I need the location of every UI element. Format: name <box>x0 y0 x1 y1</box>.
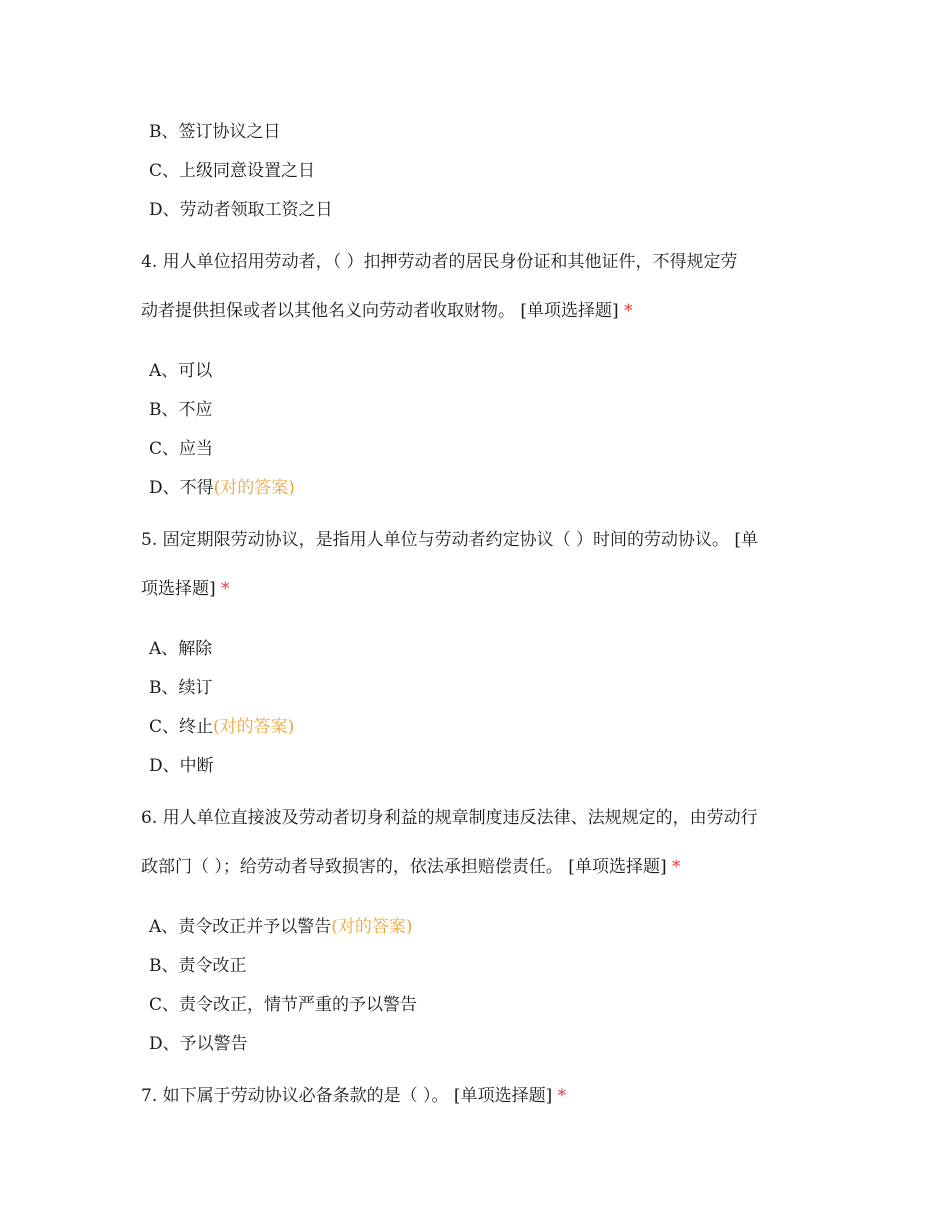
required-asterisk: * <box>671 857 681 877</box>
q4-text-line1: 4. 用人单位招用劳动者，（ ）扣押劳动者的居民身份证和其他证件，不得规定劳 <box>141 252 738 272</box>
q5-option-a: A、解除 <box>149 639 213 659</box>
q3-option-c: C、上级同意设置之日 <box>149 161 316 181</box>
q5-text-line2: 项选择题] * <box>141 579 230 599</box>
q3-option-b: B、签订协议之日 <box>149 122 281 142</box>
q4-text-line2: 动者提供担保或者以其他名义向劳动者收取财物。 [单项选择题] * <box>141 301 633 321</box>
q6-text-line1: 6. 用人单位直接波及劳动者切身利益的规章制度违反法律、法规规定的，由劳动行 <box>141 808 758 828</box>
q4-option-a: A、可以 <box>149 361 213 381</box>
q6-option-d: D、予以警告 <box>149 1034 248 1054</box>
q4-option-c: C、应当 <box>149 439 214 459</box>
required-asterisk: * <box>221 579 230 599</box>
q5-option-b: B、续订 <box>149 678 213 698</box>
q5-option-c: C、终止(对的答案) <box>149 717 295 737</box>
q4-option-d: D、不得(对的答案) <box>149 478 295 498</box>
correct-answer-mark: (对的答案) <box>331 917 413 937</box>
q3-option-d: D、劳动者领取工资之日 <box>149 200 333 220</box>
q6-text-line2: 政部门（ ）；给劳动者导致损害的，依法承担赔偿责任。 [单项选择题] * <box>141 857 681 877</box>
q4-option-b: B、不应 <box>149 400 213 420</box>
q7-text-line1: 7. 如下属于劳动协议必备条款的是（ ）。 [单项选择题] * <box>141 1086 567 1106</box>
required-asterisk: * <box>624 301 633 321</box>
q5-text-line1: 5. 固定期限劳动协议，是指用人单位与劳动者约定协议（ ）时间的劳动协议。 [单 <box>141 530 759 550</box>
q6-option-b: B、责令改正 <box>149 956 247 976</box>
q6-option-a: A、责令改正并予以警告(对的答案) <box>149 917 413 937</box>
q6-option-c: C、责令改正，情节严重的予以警告 <box>149 995 418 1015</box>
correct-answer-mark: (对的答案) <box>213 717 295 737</box>
correct-answer-mark: (对的答案) <box>213 478 295 498</box>
q5-option-d: D、中断 <box>149 756 214 776</box>
required-asterisk: * <box>557 1086 567 1106</box>
